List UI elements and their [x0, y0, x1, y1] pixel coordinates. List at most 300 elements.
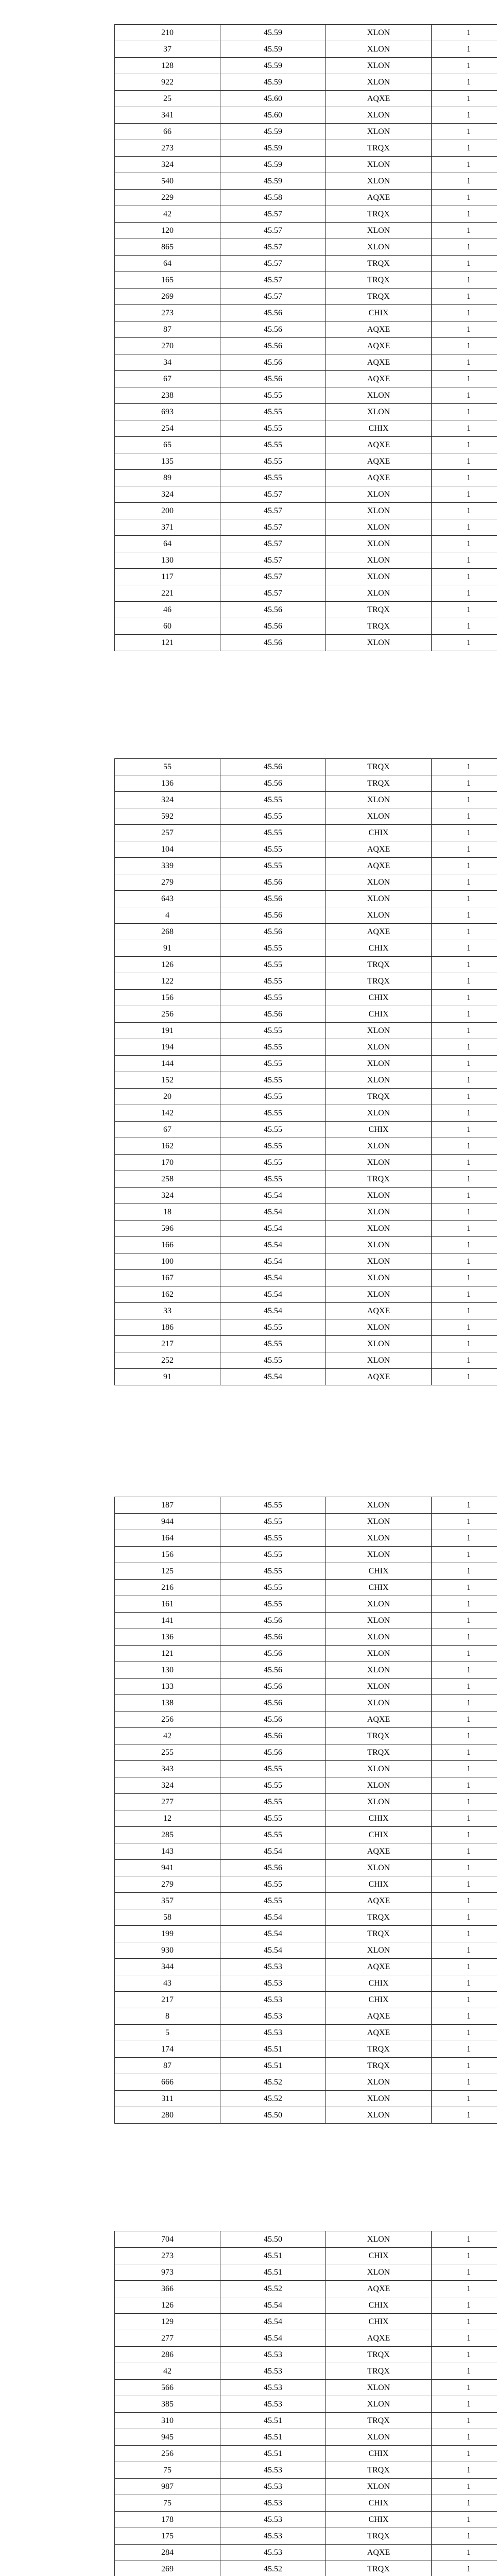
venue-cell: AQXE: [326, 2025, 432, 2041]
venue-cell: CHIX: [326, 1992, 432, 2008]
volume-cell: 121: [115, 635, 220, 651]
price-cell: 45.55: [220, 1547, 326, 1563]
time-cell: 1: [432, 957, 497, 973]
volume-cell: 174: [115, 2041, 220, 2058]
volume-cell: 704: [115, 2231, 220, 2248]
table-row: [115, 1155, 497, 1171]
time-cell: 1: [432, 1744, 497, 1761]
time-cell: 1: [432, 1975, 497, 1992]
trades-table-3: [114, 1497, 497, 2124]
price-cell: 45.51: [220, 2446, 326, 2462]
time-cell: 1: [432, 2363, 497, 2380]
time-cell: 1: [432, 239, 497, 256]
time-cell: 1: [432, 2008, 497, 2025]
volume-cell: 566: [115, 2380, 220, 2396]
time-cell: 1: [432, 354, 497, 371]
venue-cell: CHIX: [326, 420, 432, 437]
table-row: [115, 1530, 497, 1547]
volume-cell: 210: [115, 25, 220, 41]
venue-cell: AQXE: [326, 470, 432, 486]
price-cell: 45.54: [220, 1270, 326, 1286]
price-cell: 45.56: [220, 618, 326, 635]
time-cell: 1: [432, 1138, 497, 1155]
venue-cell: XLON: [326, 1860, 432, 1876]
venue-cell: AQXE: [326, 1893, 432, 1909]
time-cell: 1: [432, 1777, 497, 1794]
price-cell: 45.55: [220, 1810, 326, 1827]
volume-cell: 277: [115, 2330, 220, 2347]
table-row: [115, 1023, 497, 1039]
table-row: [115, 453, 497, 470]
venue-cell: XLON: [326, 1270, 432, 1286]
price-cell: 45.55: [220, 1105, 326, 1122]
time-cell: 1: [432, 1204, 497, 1221]
price-cell: 45.57: [220, 569, 326, 585]
table-row: [115, 1662, 497, 1679]
volume-cell: 256: [115, 2446, 220, 2462]
table-row: [115, 1105, 497, 1122]
volume-cell: 269: [115, 2561, 220, 2576]
price-cell: 45.56: [220, 1629, 326, 1646]
price-cell: 45.55: [220, 420, 326, 437]
volume-cell: 120: [115, 223, 220, 239]
volume-cell: 75: [115, 2462, 220, 2479]
table-row: [115, 825, 497, 841]
time-cell: 1: [432, 486, 497, 503]
table-row: [115, 519, 497, 536]
volume-cell: 161: [115, 1596, 220, 1613]
time-cell: 1: [432, 1547, 497, 1563]
volume-cell: 922: [115, 74, 220, 91]
time-cell: 1: [432, 124, 497, 140]
table-row: [115, 1221, 497, 1237]
venue-cell: TRQX: [326, 2528, 432, 2545]
venue-cell: XLON: [326, 2479, 432, 2495]
price-cell: 45.55: [220, 1497, 326, 1514]
table-row: [115, 2479, 497, 2495]
time-cell: 1: [432, 58, 497, 74]
venue-cell: TRQX: [326, 272, 432, 289]
time-cell: 1: [432, 1893, 497, 1909]
time-cell: 1: [432, 1728, 497, 1744]
price-cell: 45.55: [220, 1794, 326, 1810]
table-row: [115, 1253, 497, 1270]
price-cell: 45.55: [220, 1023, 326, 1039]
table-row: [115, 1336, 497, 1352]
venue-cell: XLON: [326, 1695, 432, 1711]
price-cell: 45.54: [220, 1221, 326, 1237]
price-cell: 45.53: [220, 1975, 326, 1992]
price-cell: 45.59: [220, 157, 326, 173]
table-row: [115, 1171, 497, 1188]
price-cell: 45.55: [220, 957, 326, 973]
venue-cell: XLON: [326, 1942, 432, 1959]
table-row: [115, 1237, 497, 1253]
price-cell: 45.55: [220, 1893, 326, 1909]
table-row: [115, 1056, 497, 1072]
volume-cell: 125: [115, 1563, 220, 1580]
time-cell: 1: [432, 437, 497, 453]
volume-cell: 385: [115, 2396, 220, 2413]
table-row: [115, 2074, 497, 2091]
venue-cell: XLON: [326, 585, 432, 602]
price-cell: 45.57: [220, 256, 326, 272]
time-cell: 1: [432, 140, 497, 157]
time-cell: 1: [432, 1497, 497, 1514]
table-row: [115, 1072, 497, 1089]
price-cell: 45.53: [220, 2025, 326, 2041]
venue-cell: XLON: [326, 1039, 432, 1056]
time-cell: 1: [432, 1827, 497, 1843]
time-cell: 1: [432, 305, 497, 321]
table-row: [115, 272, 497, 289]
price-cell: 45.54: [220, 2314, 326, 2330]
table-row: [115, 1959, 497, 1975]
table-row: [115, 2462, 497, 2479]
table-row: [115, 2314, 497, 2330]
volume-cell: 165: [115, 272, 220, 289]
price-cell: 45.53: [220, 1959, 326, 1975]
time-cell: 1: [432, 2074, 497, 2091]
table-row: [115, 1497, 497, 1514]
price-cell: 45.56: [220, 907, 326, 924]
volume-cell: 269: [115, 289, 220, 305]
venue-cell: XLON: [326, 2091, 432, 2107]
time-cell: 1: [432, 1959, 497, 1975]
venue-cell: TRQX: [326, 775, 432, 792]
volume-cell: 142: [115, 1105, 220, 1122]
volume-cell: 357: [115, 1893, 220, 1909]
table-row: [115, 41, 497, 58]
price-cell: 45.51: [220, 2041, 326, 2058]
volume-cell: 67: [115, 1122, 220, 1138]
price-cell: 45.59: [220, 25, 326, 41]
table-row: [115, 841, 497, 858]
volume-cell: 64: [115, 536, 220, 552]
table-row: [115, 1843, 497, 1860]
time-cell: 1: [432, 1580, 497, 1596]
volume-cell: 8: [115, 2008, 220, 2025]
volume-cell: 55: [115, 759, 220, 775]
venue-cell: XLON: [326, 173, 432, 190]
time-cell: 1: [432, 1662, 497, 1679]
venue-cell: AQXE: [326, 190, 432, 206]
volume-cell: 324: [115, 1188, 220, 1204]
time-cell: 1: [432, 289, 497, 305]
time-cell: 1: [432, 2429, 497, 2446]
price-cell: 45.52: [220, 2281, 326, 2297]
volume-cell: 126: [115, 957, 220, 973]
venue-cell: CHIX: [326, 2248, 432, 2264]
table-row: [115, 874, 497, 891]
table-row: [115, 190, 497, 206]
time-cell: 1: [432, 891, 497, 907]
volume-cell: 217: [115, 1336, 220, 1352]
volume-cell: 130: [115, 552, 220, 569]
time-cell: 1: [432, 618, 497, 635]
price-cell: 45.55: [220, 470, 326, 486]
time-cell: 1: [432, 825, 497, 841]
time-cell: 1: [432, 1155, 497, 1171]
volume-cell: 944: [115, 1514, 220, 1530]
table-row: [115, 1580, 497, 1596]
price-cell: 45.56: [220, 1728, 326, 1744]
table-row: [115, 1138, 497, 1155]
volume-cell: 143: [115, 1843, 220, 1860]
table-row: [115, 858, 497, 874]
price-cell: 45.57: [220, 585, 326, 602]
table-row: [115, 1319, 497, 1336]
venue-cell: AQXE: [326, 1959, 432, 1975]
price-cell: 45.54: [220, 1843, 326, 1860]
volume-cell: 200: [115, 503, 220, 519]
time-cell: 1: [432, 453, 497, 470]
time-cell: 1: [432, 1629, 497, 1646]
time-cell: 1: [432, 1171, 497, 1188]
volume-cell: 152: [115, 1072, 220, 1089]
volume-cell: 33: [115, 1303, 220, 1319]
time-cell: 1: [432, 2347, 497, 2363]
venue-cell: TRQX: [326, 2041, 432, 2058]
price-cell: 45.55: [220, 1122, 326, 1138]
time-cell: 1: [432, 1942, 497, 1959]
venue-cell: TRQX: [326, 1744, 432, 1761]
table-row: [115, 2041, 497, 2058]
table-row: [115, 371, 497, 387]
table-row: [115, 1089, 497, 1105]
time-cell: 1: [432, 1319, 497, 1336]
venue-cell: XLON: [326, 519, 432, 536]
trades-table-body: [115, 1497, 497, 2124]
table-row: [115, 552, 497, 569]
venue-cell: AQXE: [326, 924, 432, 940]
time-cell: 1: [432, 1761, 497, 1777]
price-cell: 45.55: [220, 1089, 326, 1105]
table-row: [115, 223, 497, 239]
price-cell: 45.57: [220, 289, 326, 305]
time-cell: 1: [432, 1188, 497, 1204]
price-cell: 45.55: [220, 808, 326, 825]
table-row: [115, 1794, 497, 1810]
venue-cell: XLON: [326, 1253, 432, 1270]
time-cell: 1: [432, 2281, 497, 2297]
time-cell: 1: [432, 1843, 497, 1860]
time-cell: 1: [432, 1860, 497, 1876]
time-cell: 1: [432, 775, 497, 792]
venue-cell: CHIX: [326, 990, 432, 1006]
price-cell: 45.55: [220, 1596, 326, 1613]
price-cell: 45.59: [220, 124, 326, 140]
price-cell: 45.55: [220, 387, 326, 404]
table-row: [115, 891, 497, 907]
table-row: [115, 2512, 497, 2528]
time-cell: 1: [432, 1530, 497, 1547]
volume-cell: 216: [115, 1580, 220, 1596]
venue-cell: CHIX: [326, 2446, 432, 2462]
table-row: [115, 1876, 497, 1893]
venue-cell: CHIX: [326, 305, 432, 321]
table-row: [115, 1942, 497, 1959]
table-row: [115, 1728, 497, 1744]
price-cell: 45.55: [220, 404, 326, 420]
time-cell: 1: [432, 371, 497, 387]
time-cell: 1: [432, 1039, 497, 1056]
table-row: [115, 1992, 497, 2008]
volume-cell: 60: [115, 618, 220, 635]
table-row: [115, 173, 497, 190]
price-cell: 45.54: [220, 1369, 326, 1385]
volume-cell: 284: [115, 2545, 220, 2561]
time-cell: 1: [432, 25, 497, 41]
venue-cell: TRQX: [326, 1909, 432, 1926]
venue-cell: XLON: [326, 1530, 432, 1547]
venue-cell: XLON: [326, 1596, 432, 1613]
time-cell: 1: [432, 990, 497, 1006]
table-row: [115, 354, 497, 371]
volume-cell: 91: [115, 1369, 220, 1385]
venue-cell: XLON: [326, 387, 432, 404]
time-cell: 1: [432, 2545, 497, 2561]
venue-cell: XLON: [326, 1679, 432, 1695]
table-row: [115, 1679, 497, 1695]
table-row: [115, 1270, 497, 1286]
price-cell: 45.54: [220, 1253, 326, 1270]
trades-table-body: [115, 759, 497, 1385]
price-cell: 45.56: [220, 1662, 326, 1679]
price-cell: 45.56: [220, 1679, 326, 1695]
price-cell: 45.56: [220, 1006, 326, 1023]
time-cell: 1: [432, 91, 497, 107]
time-cell: 1: [432, 841, 497, 858]
venue-cell: XLON: [326, 404, 432, 420]
table-row: [115, 1514, 497, 1530]
table-row: [115, 206, 497, 223]
table-row: [115, 1303, 497, 1319]
price-cell: 45.55: [220, 1514, 326, 1530]
table-row: [115, 256, 497, 272]
table-row: [115, 973, 497, 990]
table-row: [115, 1646, 497, 1662]
price-cell: 45.53: [220, 2462, 326, 2479]
table-row: [115, 289, 497, 305]
table-row: [115, 536, 497, 552]
venue-cell: CHIX: [326, 1580, 432, 1596]
time-cell: 1: [432, 2058, 497, 2074]
price-cell: 45.55: [220, 1580, 326, 1596]
venue-cell: AQXE: [326, 858, 432, 874]
trades-table-1: [114, 24, 497, 651]
price-cell: 45.57: [220, 519, 326, 536]
volume-cell: 167: [115, 1270, 220, 1286]
table-row: [115, 1188, 497, 1204]
volume-cell: 865: [115, 239, 220, 256]
table-row: [115, 1711, 497, 1728]
venue-cell: CHIX: [326, 2297, 432, 2314]
table-row: [115, 404, 497, 420]
time-cell: 1: [432, 74, 497, 91]
table-row: [115, 808, 497, 825]
time-cell: 1: [432, 2248, 497, 2264]
venue-cell: XLON: [326, 1237, 432, 1253]
time-cell: 1: [432, 858, 497, 874]
volume-cell: 186: [115, 1319, 220, 1336]
table-row: [115, 420, 497, 437]
price-cell: 45.55: [220, 1761, 326, 1777]
time-cell: 1: [432, 2446, 497, 2462]
price-cell: 45.51: [220, 2264, 326, 2281]
time-cell: 1: [432, 2107, 497, 2124]
time-cell: 1: [432, 321, 497, 338]
table-row: [115, 2281, 497, 2297]
price-cell: 45.55: [220, 973, 326, 990]
volume-cell: 277: [115, 1794, 220, 1810]
time-cell: 1: [432, 569, 497, 585]
venue-cell: AQXE: [326, 2330, 432, 2347]
time-cell: 1: [432, 2297, 497, 2314]
price-cell: 45.56: [220, 759, 326, 775]
time-cell: 1: [432, 256, 497, 272]
time-cell: 1: [432, 1023, 497, 1039]
price-cell: 45.51: [220, 2058, 326, 2074]
price-cell: 45.57: [220, 239, 326, 256]
venue-cell: XLON: [326, 1514, 432, 1530]
price-cell: 45.53: [220, 2528, 326, 2545]
volume-cell: 324: [115, 792, 220, 808]
time-cell: 1: [432, 1122, 497, 1138]
price-cell: 45.54: [220, 2330, 326, 2347]
price-cell: 45.55: [220, 1336, 326, 1352]
volume-cell: 324: [115, 1777, 220, 1794]
table-row: [115, 338, 497, 354]
venue-cell: XLON: [326, 486, 432, 503]
venue-cell: XLON: [326, 74, 432, 91]
volume-cell: 339: [115, 858, 220, 874]
price-cell: 45.56: [220, 635, 326, 651]
table-row: [115, 140, 497, 157]
venue-cell: XLON: [326, 1497, 432, 1514]
price-cell: 45.55: [220, 1563, 326, 1580]
table-row: [115, 2347, 497, 2363]
price-cell: 45.54: [220, 2297, 326, 2314]
venue-cell: XLON: [326, 41, 432, 58]
volume-cell: 643: [115, 891, 220, 907]
price-cell: 45.53: [220, 2479, 326, 2495]
time-cell: 1: [432, 2528, 497, 2545]
venue-cell: TRQX: [326, 2413, 432, 2429]
table-row: [115, 2107, 497, 2124]
volume-cell: 191: [115, 1023, 220, 1039]
venue-cell: AQXE: [326, 2008, 432, 2025]
venue-cell: CHIX: [326, 825, 432, 841]
time-cell: 1: [432, 1613, 497, 1629]
venue-cell: XLON: [326, 2380, 432, 2396]
table-row: [115, 1777, 497, 1794]
table-row: [115, 1926, 497, 1942]
table-row: [115, 1810, 497, 1827]
price-cell: 45.52: [220, 2091, 326, 2107]
price-cell: 45.55: [220, 990, 326, 1006]
price-cell: 45.54: [220, 1303, 326, 1319]
price-cell: 45.55: [220, 792, 326, 808]
table-row: [115, 2380, 497, 2396]
price-cell: 45.55: [220, 1530, 326, 1547]
volume-cell: 199: [115, 1926, 220, 1942]
venue-cell: TRQX: [326, 2058, 432, 2074]
volume-cell: 144: [115, 1056, 220, 1072]
venue-cell: TRQX: [326, 957, 432, 973]
venue-cell: TRQX: [326, 1728, 432, 1744]
venue-cell: TRQX: [326, 973, 432, 990]
